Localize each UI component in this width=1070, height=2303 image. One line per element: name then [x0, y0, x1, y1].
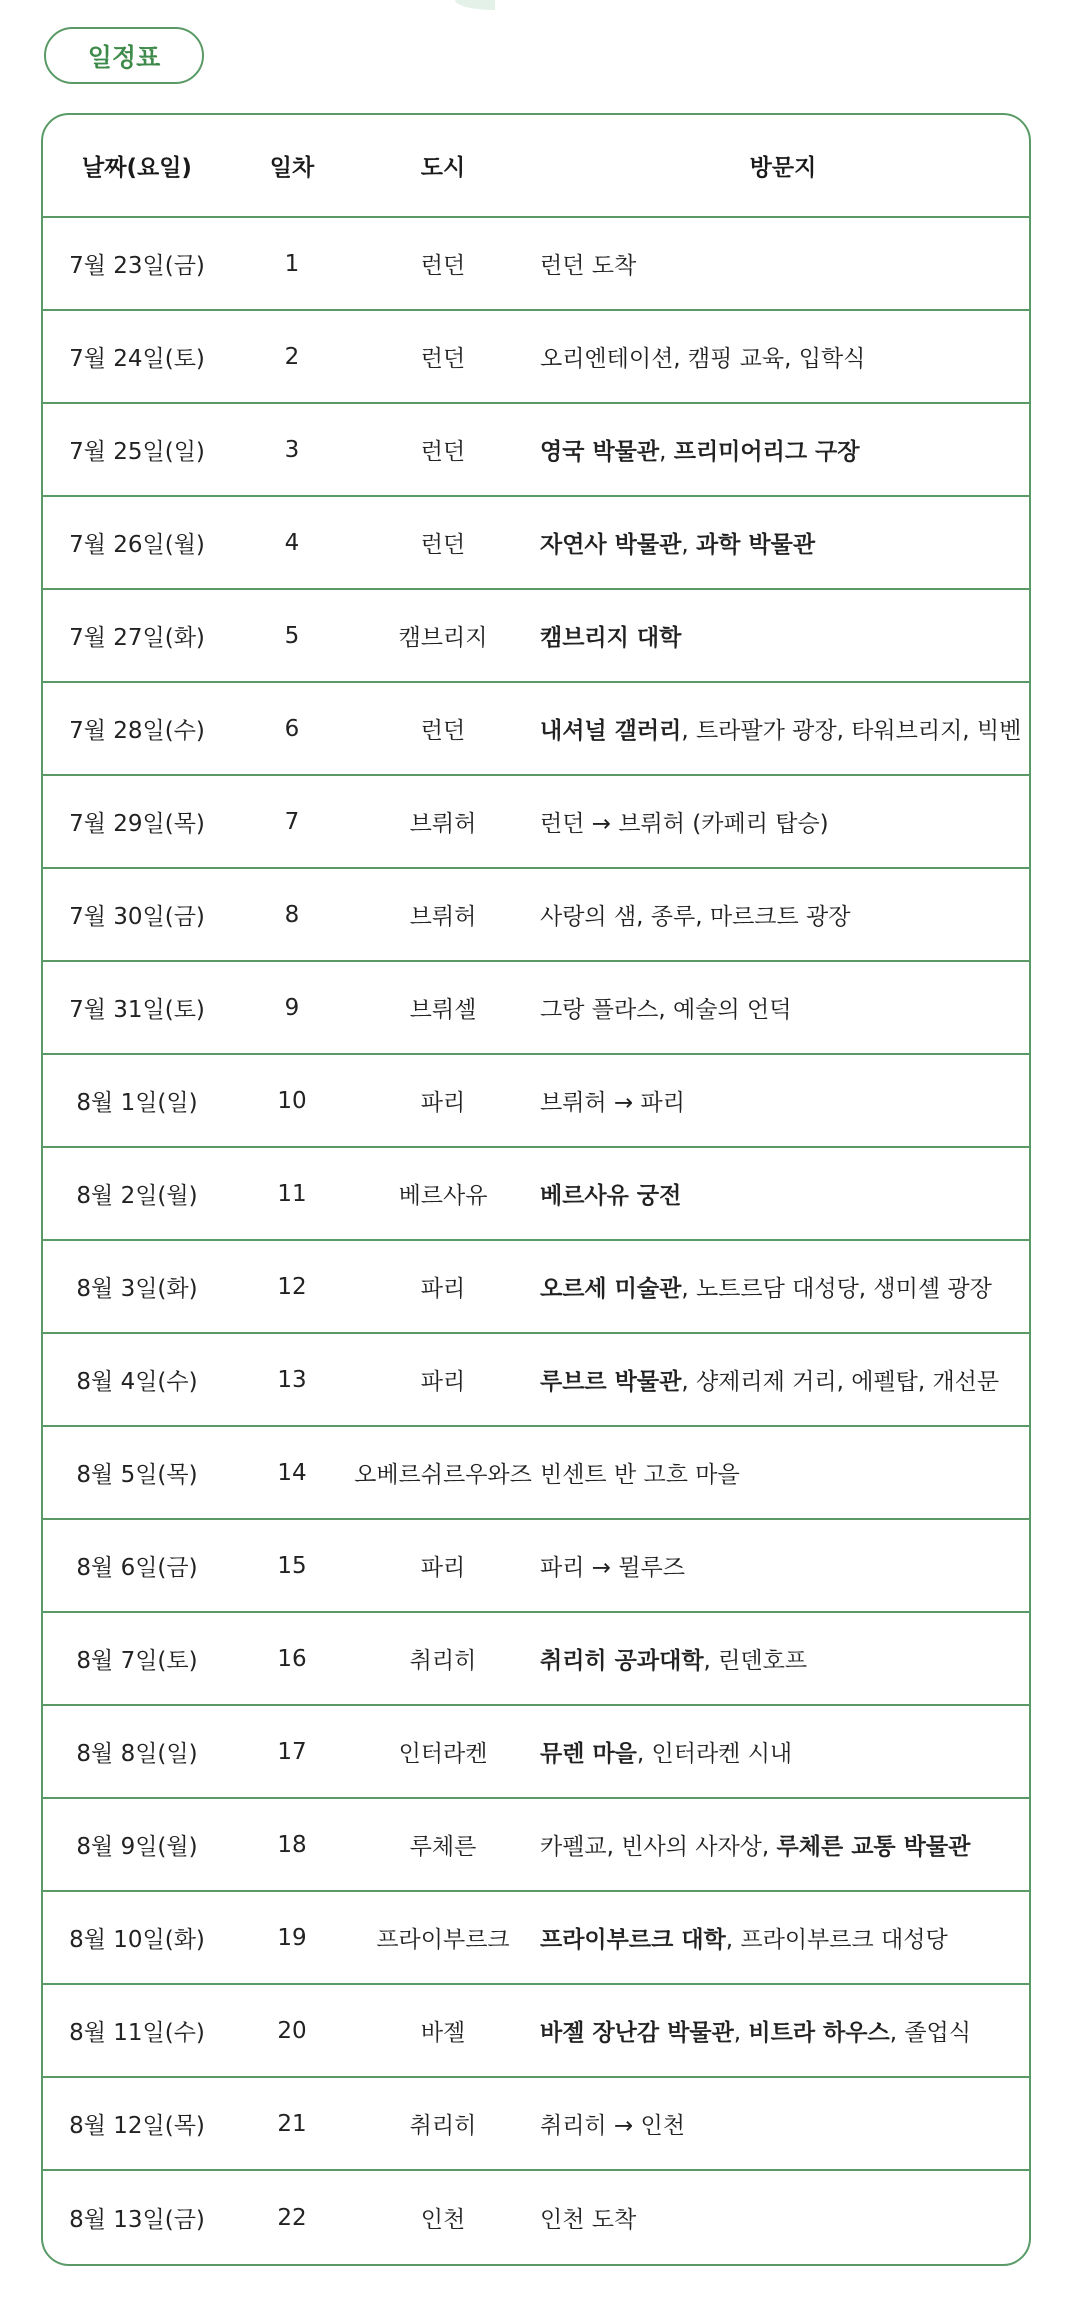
row-city: 브뤼허 [409, 811, 477, 837]
row-city: 런던 [420, 532, 466, 558]
visit-text: 카펠교, 빈사의 사자상, [540, 1834, 777, 1860]
row-visit [540, 619, 681, 652]
visit-text: 빈센트 반 고흐 마을 [540, 1462, 740, 1488]
row-visit [540, 1642, 807, 1675]
visit-text: , 샹제리제 거리, 에펠탑, 개선문 [681, 1369, 1000, 1395]
row-visit [540, 991, 791, 1024]
row-day: 17 [277, 1738, 307, 1765]
table-row [43, 1148, 1029, 1241]
row-visit [540, 1921, 948, 1954]
table-header [43, 115, 1029, 218]
row-visit [540, 805, 829, 838]
top-decoration [455, 0, 495, 10]
row-day: 15 [277, 1552, 307, 1579]
row-date: 7월 23일(금) [69, 253, 205, 279]
row-day: 11 [277, 1180, 307, 1207]
row-city: 런던 [420, 718, 466, 744]
row-city: 취리히 [409, 2113, 477, 2139]
row-day: 19 [277, 1924, 307, 1951]
table-row [43, 869, 1029, 962]
row-city: 파리 [420, 1276, 466, 1302]
table-row [43, 962, 1029, 1055]
visit-highlight: 비트라 하우스 [748, 2020, 890, 2046]
row-city: 프라이부르크 [376, 1927, 510, 1953]
row-day: 4 [284, 529, 300, 556]
row-day: 18 [277, 1831, 307, 1858]
row-city: 런던 [420, 439, 466, 465]
visit-text: 오리엔테이션, 캠핑 교육, 입학식 [540, 346, 866, 372]
visit-highlight: 프리미어리그 구장 [673, 439, 860, 465]
visit-highlight: 바젤 장난감 박물관 [540, 2020, 734, 2046]
row-day: 12 [277, 1273, 307, 1300]
row-city: 바젤 [420, 2020, 466, 2046]
row-day: 7 [284, 808, 300, 835]
row-date: 7월 29일(목) [69, 811, 205, 837]
visit-highlight: 영국 박물관 [540, 439, 660, 465]
visit-text: , 노트르담 대성당, 생미셸 광장 [681, 1276, 992, 1302]
row-date: 8월 4일(수) [76, 1369, 198, 1395]
schedule-table [41, 113, 1031, 2266]
row-day: 16 [277, 1645, 307, 1672]
row-city: 파리 [420, 1369, 466, 1395]
row-day: 1 [284, 250, 300, 277]
visit-text: 브뤼허 → 파리 [540, 1090, 685, 1116]
visit-text: 사랑의 샘, 종루, 마르크트 광장 [540, 904, 851, 930]
visit-text: , [733, 2020, 749, 2046]
row-date: 8월 6일(금) [76, 1555, 198, 1581]
row-visit [540, 1735, 792, 1768]
row-visit [540, 2107, 685, 2140]
table-row [43, 1799, 1029, 1892]
header-city: 도시 [420, 155, 466, 181]
table-row [43, 590, 1029, 683]
row-visit [540, 2201, 636, 2234]
row-day: 2 [284, 343, 300, 370]
visit-highlight: 캠브리지 대학 [540, 625, 682, 651]
table-row [43, 1892, 1029, 1985]
table-row [43, 1334, 1029, 1427]
table-row [43, 1985, 1029, 2078]
table-row [43, 497, 1029, 590]
row-day: 21 [277, 2110, 307, 2137]
row-date: 8월 8일(일) [76, 1741, 198, 1767]
visit-text: 파리 → 뮐루즈 [540, 1555, 685, 1581]
table-row [43, 1706, 1029, 1799]
visit-highlight: 루브르 박물관 [540, 1369, 682, 1395]
table-row [43, 218, 1029, 311]
header-date: 날짜(요일) [82, 155, 192, 181]
table-row [43, 1520, 1029, 1613]
visit-text: 그랑 플라스, 예술의 언덕 [540, 997, 792, 1023]
header-day: 일차 [269, 155, 315, 181]
row-city: 파리 [420, 1090, 466, 1116]
visit-text: , 린덴호프 [703, 1648, 808, 1674]
visit-text: 런던 → 브뤼허 (카페리 탑승) [540, 811, 829, 837]
row-city: 베르사유 [398, 1183, 488, 1209]
row-city: 취리히 [409, 1648, 477, 1674]
row-city: 인천 [420, 2207, 466, 2233]
visit-highlight: 오르세 미술관 [540, 1276, 682, 1302]
table-row [43, 1427, 1029, 1520]
row-date: 8월 7일(토) [76, 1648, 198, 1674]
row-date: 8월 9일(월) [76, 1834, 198, 1860]
row-visit [540, 1084, 685, 1117]
visit-highlight: 내셔널 갤러리 [540, 718, 682, 744]
row-date: 8월 10일(화) [69, 1927, 205, 1953]
visit-text: , 트라팔가 광장, 타워브리지, 빅벤 [681, 718, 1022, 744]
row-city: 런던 [420, 253, 466, 279]
row-visit [540, 2014, 971, 2047]
row-date: 7월 24일(토) [69, 346, 205, 372]
row-visit [540, 712, 1021, 745]
row-city: 루체른 [409, 1834, 477, 1860]
table-row [43, 404, 1029, 497]
visit-highlight: 뮤렌 마을 [540, 1741, 637, 1767]
row-visit [540, 247, 636, 280]
visit-highlight: 과학 박물관 [695, 532, 816, 558]
visit-text: , [659, 439, 674, 465]
schedule-badge: 일정표 [44, 27, 204, 84]
row-date: 7월 28일(수) [69, 718, 205, 744]
visit-text: , 졸업식 [889, 2020, 971, 2046]
row-date: 8월 5일(목) [76, 1462, 198, 1488]
row-date: 8월 2일(월) [76, 1183, 198, 1209]
row-date: 7월 27일(화) [69, 625, 205, 651]
visit-highlight: 베르사유 궁전 [540, 1183, 682, 1209]
row-city: 파리 [420, 1555, 466, 1581]
row-visit [540, 1177, 681, 1210]
row-date: 7월 30일(금) [69, 904, 205, 930]
row-date: 8월 3일(화) [76, 1276, 198, 1302]
row-day: 22 [277, 2204, 307, 2231]
row-visit [540, 898, 850, 931]
row-date: 8월 1일(일) [76, 1090, 198, 1116]
row-day: 14 [277, 1459, 307, 1486]
visit-highlight: 프라이부르크 대학 [540, 1927, 726, 1953]
table-row [43, 311, 1029, 404]
row-date: 8월 11일(수) [69, 2020, 205, 2046]
table-row [43, 1613, 1029, 1706]
table-row [43, 1055, 1029, 1148]
visit-text: 런던 도착 [540, 253, 637, 279]
row-visit [540, 433, 860, 466]
visit-text: 취리히 → 인천 [540, 2113, 685, 2139]
row-visit [540, 1363, 999, 1396]
header-visit: 방문지 [749, 155, 817, 181]
row-day: 9 [284, 994, 300, 1021]
table-row [43, 2078, 1029, 2171]
visit-text: 인천 도착 [540, 2207, 637, 2233]
row-day: 6 [284, 715, 300, 742]
row-city: 오베르쉬르우와즈 [354, 1462, 532, 1488]
row-date: 8월 12일(목) [69, 2113, 205, 2139]
row-visit [540, 526, 815, 559]
visit-text: , 프라이부르크 대성당 [725, 1927, 948, 1953]
visit-text: , 인터라켄 시내 [636, 1741, 793, 1767]
row-city: 브뤼허 [409, 904, 477, 930]
row-visit [540, 1270, 992, 1303]
row-visit [540, 1456, 740, 1489]
row-visit [540, 340, 865, 373]
row-day: 5 [284, 622, 300, 649]
row-date: 7월 31일(토) [69, 997, 205, 1023]
visit-text: , [681, 532, 696, 558]
visit-highlight: 루체른 교통 박물관 [776, 1834, 971, 1860]
table-row [43, 776, 1029, 869]
row-visit [540, 1828, 970, 1861]
row-city: 캠브리지 [398, 625, 488, 651]
row-date: 7월 26일(월) [69, 532, 205, 558]
row-day: 13 [277, 1366, 307, 1393]
row-day: 20 [277, 2017, 307, 2044]
row-city: 런던 [420, 346, 466, 372]
table-row [43, 1241, 1029, 1334]
row-date: 8월 13일(금) [69, 2207, 205, 2233]
table-row [43, 683, 1029, 776]
row-visit [540, 1549, 685, 1582]
visit-highlight: 자연사 박물관 [540, 532, 682, 558]
row-day: 10 [277, 1087, 307, 1114]
row-city: 인터라켄 [398, 1741, 488, 1767]
row-day: 8 [284, 901, 300, 928]
row-city: 브뤼셀 [409, 997, 477, 1023]
table-row [43, 2171, 1029, 2264]
row-date: 7월 25일(일) [69, 439, 205, 465]
visit-highlight: 취리히 공과대학 [540, 1648, 704, 1674]
row-day: 3 [284, 436, 300, 463]
